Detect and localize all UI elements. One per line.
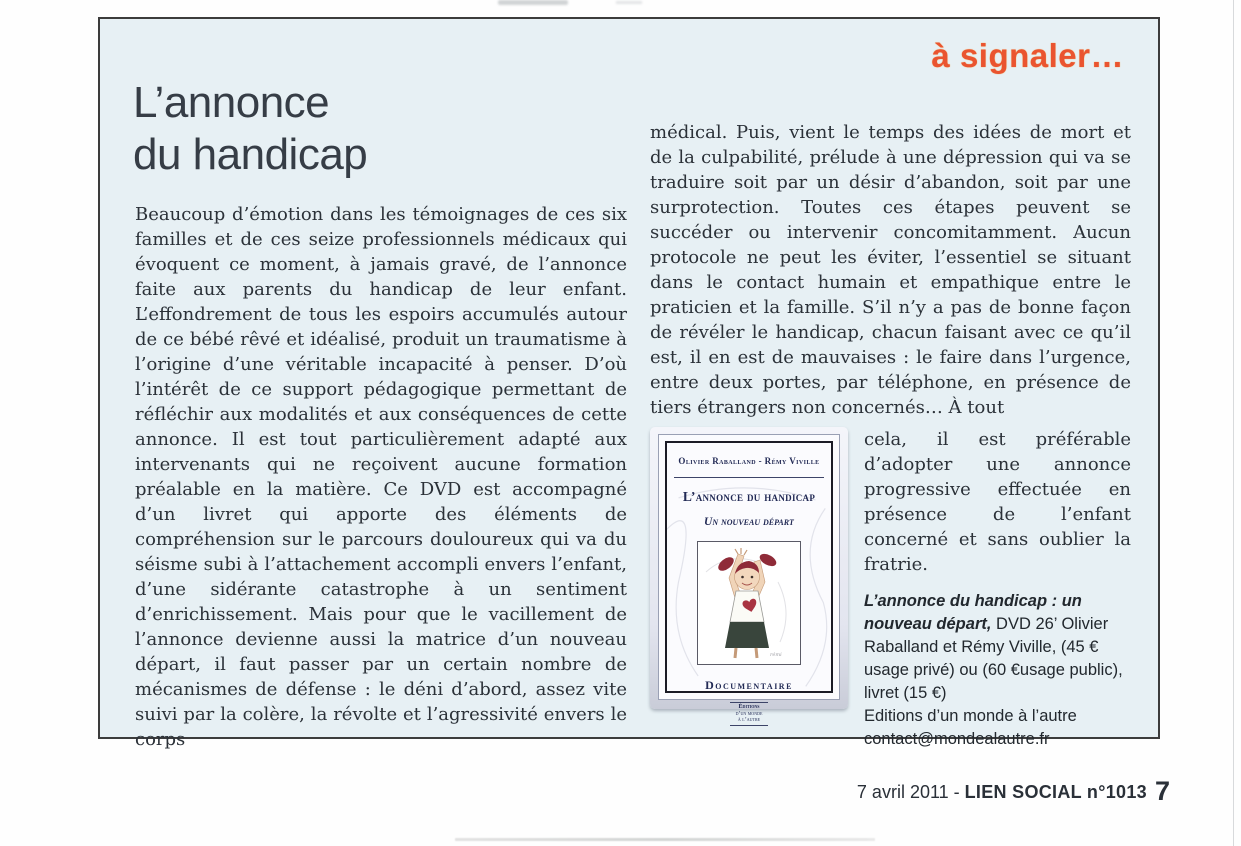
article-title-line1: L’annonce bbox=[133, 78, 330, 127]
article-text-right: médical. Puis, vient le temps des idées de mort et de la culpabilité, prélude à une dépression qui va se traduire soit par un désir d’abandon, soit par une surprotection. Toutes ces étapes peuvent se succéder ou intervenir concomitamment. Aucun protocole ne peut les éviter, l’essentiel se situant dans le contact humain et empathique entre le praticien et la famille. S’il n’y a pas de bonne façon de révéler le handicap, chacun faisant avec ce qu’il est, il en est de mauvaises : le faire dans l’urgence, entre deux portes, par téléphone, en présence de tiers étrangers non concernés… À tout bbox=[650, 122, 1131, 418]
article-title-line2: du handicap bbox=[133, 130, 368, 179]
scan-smudge-bottom bbox=[455, 838, 875, 841]
footer-magazine: LIEN SOCIAL n°1013 bbox=[964, 782, 1147, 802]
article-panel bbox=[98, 17, 1160, 750]
section-tag: à signaler… bbox=[931, 37, 1124, 74]
dvd-caption bbox=[864, 590, 1131, 751]
page-edge-shadow bbox=[1233, 0, 1234, 846]
caption-publisher: Editions d’un monde à l’autre bbox=[864, 707, 1077, 725]
caption-title: L’annonce du handicap : un nouveau départ, bbox=[864, 592, 1082, 633]
article-title bbox=[133, 77, 367, 181]
scan-smudge-top bbox=[498, 0, 568, 5]
caption-contact-email: contact@mondealautre.fr bbox=[864, 730, 1050, 748]
footer-page-number: 7 bbox=[1154, 776, 1170, 806]
cover-title: L’annonce du handicap bbox=[682, 489, 816, 504]
left-column bbox=[135, 202, 627, 752]
right-column-bottom bbox=[650, 427, 1131, 751]
cover-publisher-logo bbox=[730, 702, 769, 726]
girl-drawing-icon bbox=[698, 542, 798, 662]
page-footer bbox=[857, 776, 1170, 807]
dvd-cover-face bbox=[658, 434, 840, 723]
caption-details: DVD 26’ Olivier Raballand et Rémy Viville, (45 € usage privé) ou (60 €usage public), livret (15 €) bbox=[864, 615, 1123, 702]
right-column bbox=[650, 120, 1131, 751]
cover-frame bbox=[665, 441, 833, 723]
article-text-left: Beaucoup d’émotion dans les témoignages de ces six familles et de ces seize professionnels médicaux qui évoquent ce moment, à jamais gravé, de l’annonce faite aux parents du handicap de leur enfant. L’effondrement de tous les espoirs accumulés autour de ce bébé rêvé et idéalisé, produit un traumatisme à l’origine d’une véritable incapacité à penser. D’où l’intérêt de ce support pédagogique permettant de réfléchir aux modalités et aux conséquences de cette annonce. Il est tout particulièrement adapté aux intervenants qui ne reçoivent aucune formation préalable en la matière. Ce DVD est accompagné d’un livret qui apporte des éléments de compréhension sur le parcours douloureux qui va du séisme subi à l’attachement accompli envers l’enfant, d’une sidérante catastrophe à un sentiment d’enrichissement. Mais pour que le vacillement de l’annonce devienne aussi la matrice d’un nouveau départ, il faut passer par un certain nombre de mécanismes de défense : le déni d’abord, assez vite suivi par la colère, la révolte et l’agressivité envers le corps bbox=[135, 204, 627, 750]
cover-publisher-line1: Éditions bbox=[738, 704, 760, 710]
scan-smudge-top-2 bbox=[616, 1, 642, 4]
svg-text:rémi: rémi bbox=[770, 652, 782, 658]
article-text-wrap: cela, il est préférable d’adopter une annonce progressive effectuée en présence de l’enfant concerné et sans oublier la fratrie. bbox=[864, 429, 1131, 575]
cover-genre: Documentaire bbox=[705, 678, 793, 692]
footer-date: 7 avril 2011 - bbox=[856, 782, 965, 802]
cover-publisher-line2: d’un monde bbox=[735, 710, 763, 717]
cover-authors: Olivier Raballand - Rémy Viville bbox=[674, 449, 825, 478]
cover-publisher-line3: à l’autre bbox=[737, 717, 761, 723]
cover-illustration bbox=[697, 541, 801, 665]
right-column-side bbox=[864, 427, 1131, 751]
dvd-cover bbox=[650, 427, 848, 751]
cover-subtitle: Un nouveau départ bbox=[704, 516, 794, 528]
dvd-cover-photo bbox=[650, 427, 848, 723]
